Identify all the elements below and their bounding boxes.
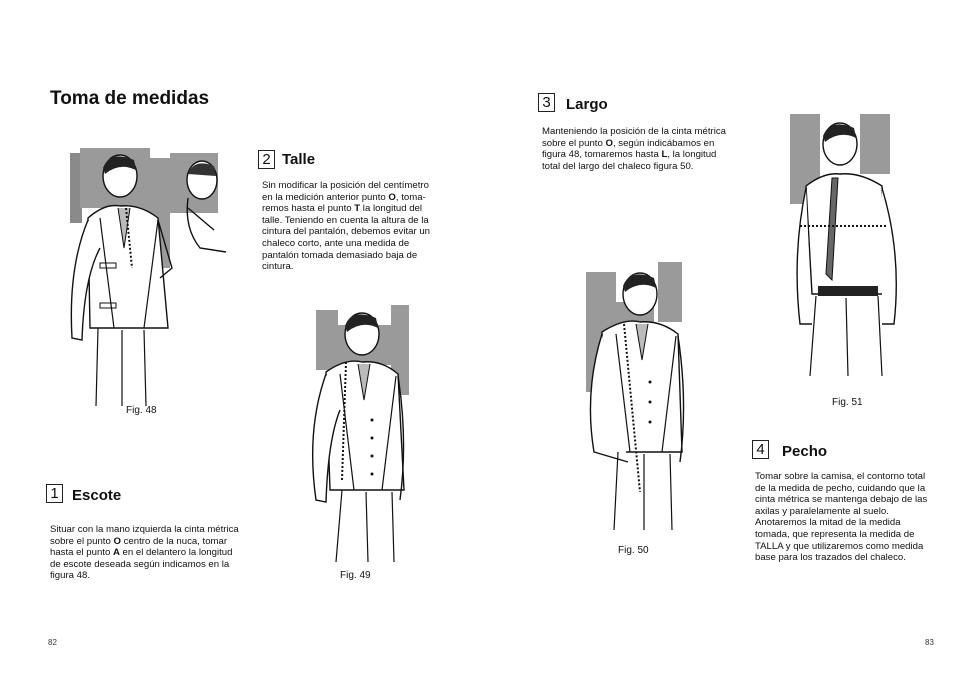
fig-48-caption: Fig. 48 bbox=[126, 405, 157, 416]
text-line: Anotaremos la mitad de la medida bbox=[755, 517, 901, 529]
section-2-number: 2 bbox=[258, 150, 275, 169]
section-3-number: 3 bbox=[538, 93, 555, 112]
page-number-right: 83 bbox=[925, 638, 934, 647]
section-4-title: Pecho bbox=[782, 443, 828, 460]
page-title: Toma de medidas bbox=[50, 88, 210, 109]
fig-51-illustration bbox=[790, 114, 908, 376]
text-line: TALLA y que utilizaremos como medida bbox=[755, 540, 924, 552]
section-4-body bbox=[755, 471, 940, 564]
fig-50-illustration bbox=[578, 262, 696, 530]
fig-49-illustration bbox=[296, 300, 416, 562]
text-line: cintura. bbox=[262, 261, 294, 273]
section-2-body bbox=[262, 180, 442, 273]
page-number-left: 82 bbox=[48, 638, 57, 647]
text-line: chaleco corto, ante una medida de bbox=[262, 237, 410, 249]
section-1-body bbox=[50, 524, 240, 582]
text-line: en la medición anterior punto O, toma- bbox=[262, 191, 426, 203]
fig-48-illustration bbox=[60, 148, 230, 406]
text-line: de la medida de pecho, cuidando que la bbox=[755, 482, 926, 494]
text-line: Situar con la mano izquierda la cinta métrica bbox=[50, 524, 239, 535]
text-line: cinta métrica se mantenga debajo de las bbox=[755, 494, 928, 506]
section-4-number: 4 bbox=[752, 440, 769, 459]
text-line: remos hasta el punto T la longitud del bbox=[262, 203, 423, 215]
text-line: talle. Teniendo en cuenta la altura de la bbox=[262, 214, 429, 226]
text-line: hasta el punto A en el delantero la longitud bbox=[50, 547, 233, 559]
fig-49-caption: Fig. 49 bbox=[340, 570, 371, 581]
text-line: base para los trazados del chaleco. bbox=[755, 552, 906, 564]
text-line: tomada, que representa la medida de bbox=[755, 528, 915, 540]
text-line: figura 48, tomaremos hasta L, la longitud bbox=[542, 149, 717, 161]
text-line: Manteniendo la posición de la cinta métrica bbox=[542, 126, 726, 137]
fig-50-caption: Fig. 50 bbox=[618, 545, 649, 556]
text-line: total del largo del chaleco figura 50. bbox=[542, 160, 694, 172]
text-line: sobre el punto O centro de la nuca, tomar bbox=[50, 535, 228, 547]
section-3-title: Largo bbox=[566, 96, 608, 113]
section-1-title: Escote bbox=[72, 487, 122, 504]
text-line: Tomar sobre la camisa, el contorno total bbox=[755, 471, 926, 482]
text-line: axilas y paralelamente al suelo. bbox=[755, 505, 889, 517]
text-line: de escote deseada según indicamos en la bbox=[50, 558, 230, 570]
text-line: cintura del pantalón, debemos evitar un bbox=[262, 226, 430, 238]
fig-51-caption: Fig. 51 bbox=[832, 397, 863, 408]
text-line: figura 48. bbox=[50, 570, 91, 582]
text-line: pantalón tomada demasiado baja de bbox=[262, 249, 418, 261]
text-line: Sin modificar la posición del centímetro bbox=[262, 180, 429, 191]
section-3-body bbox=[542, 126, 726, 172]
section-2-title: Talle bbox=[282, 151, 316, 168]
text-line: sobre el punto O, según indicábamos en bbox=[542, 137, 715, 149]
section-1-number: 1 bbox=[46, 484, 63, 503]
